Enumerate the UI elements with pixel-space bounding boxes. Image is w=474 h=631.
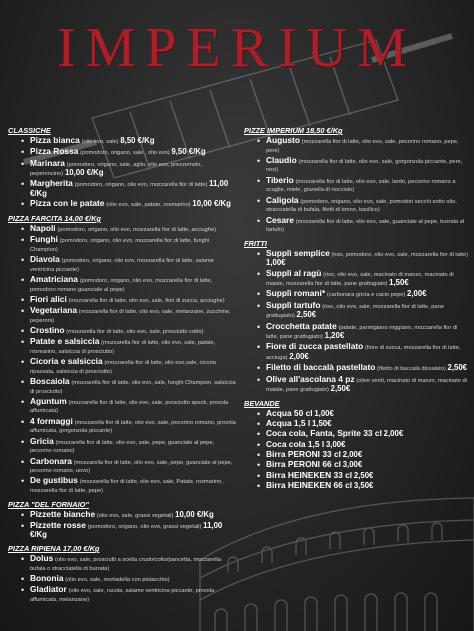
menu-item-tiberio: • Tiberio (mozzarella fior di latte, olio evo, sale, lardo, pecorino romano a scaglie, miele, granella di nocciole)	[244, 177, 470, 195]
menu-item-acqua-15: • Acqua 1,5 l 1,50€	[244, 420, 470, 429]
menu-item-marinara: • Marinara (pomodoro, origano, sale, aglio, olio evo, prezzemolo, peperoncino) 10,00 €/Kg	[8, 160, 236, 179]
menu-item-pizza-rossa: • Pizza Rossa (pomodoro, origano, sale , olio evo) 9,50 €/Kg	[8, 148, 236, 158]
menu-item-boscaiola: • Boscaiola (mozzarella fior di latte, olio evo, sale, funghi Champion, salsiccia di prosciutto)	[8, 378, 236, 396]
menu-item-aguntum: • Aguntum (mozzarella fior di latte, olio evo, sale, prosciutto speck, provola affumicata)	[8, 398, 236, 416]
menu-item-pizzette-rosse: • Pizzette rosse (pomodoro, origano, olio evo, grassi vegetali) 11,00 €/Kg	[8, 522, 236, 540]
classiche-list	[8, 137, 236, 210]
left-column	[8, 126, 236, 606]
menu-item-dolus: • Dolus (olio evo, sale, prosciutti a scelta crudo/cotto/pancetta, mozzarella bufala o stracciatella di burrata)	[8, 555, 236, 573]
menu-item-suppli-semplice: • Supplì semplice (riso, pomodoro, olio evo, sale, mozzarella fior di latte) 1,00€	[244, 250, 470, 268]
menu-item-filetto-baccala: • Filetto di baccalà pastellato (filetto di baccalà dissalato) 2,50€	[244, 364, 470, 374]
section-title-classiche: CLASSICHE	[8, 126, 51, 135]
section-title-fornaio: PIZZA "DEL FORNAIO"	[8, 499, 89, 509]
section-title-farcita: PIZZA FARCITA 14,00 €/Kg	[8, 213, 101, 223]
imperium-list	[244, 137, 470, 235]
ripiena-list	[8, 555, 236, 604]
menu-item-crostino: • Crostino (mozzarella fior di latte, olio evo, sale, prosciutto cotto)	[8, 327, 236, 337]
fritti-list	[244, 247, 470, 395]
menu-item-peroni-33: • Birra PERONI 33 cl 2,00€	[244, 451, 470, 460]
menu-item-napoli: • Napoli (pomodoro, origano, olio evo, mozzarella fior di latte, acciughe)	[8, 225, 236, 235]
menu-item-acqua-50: • Acqua 50 cl 1,00€	[244, 410, 470, 419]
menu-item-amatriciana: • Amatriciana (pomodoro, origano, olio evo, mozzarella fior di latte, pomodoro romano guanciale al pepe)	[8, 276, 236, 294]
menu-item-margherita: • Margherita (pomodoro, origano, olio evo, mozzarella fior di latte) 11,00 €/Kg	[8, 180, 236, 198]
menu-item-de-gustibus: • De gustibus (mozzarella fior di latte, olio evo, sale, Patate, rosmarino, mozzarella fior di latte, pepe)	[8, 477, 236, 495]
menu-item-diavola: • Diavola (pomodoro, origano, olio evo, mozzarella fior di latte, salame ventricina piccante)	[8, 256, 236, 274]
bevande-list	[244, 407, 470, 491]
farcita-list	[8, 222, 236, 496]
menu-item-fiore-di-zucca: • Fiore di zucca pastellato (fiore di zucca, mozzarella fior di latte, acciuga) 2,00€	[244, 343, 470, 362]
menu-item-funghi: • Funghi (pomodoro, origano, olio evo, mozzarella fior di latte, funghi Champion)	[8, 236, 236, 254]
menu-item-patate-salsiccia: • Patate e salsiccia (mozzarella fior di latte, olio evo, sale, patate, rosmarino, salsiccia di prosciutto)	[8, 338, 236, 356]
menu-item-gricia: • Gricia (mozzarella fior di latte, olio evo, sale, pepe, guanciale al pepe, pecorino romano)	[8, 438, 236, 456]
menu-item-claudio: • Claudio (mozzarella fior di latte, olio evo, sale, gorgonzola piccante, pere, noci)	[244, 157, 470, 175]
fornaio-list	[8, 508, 236, 540]
section-title-bevande: BEVANDE	[244, 398, 280, 408]
menu-item-coca-fanta-sprite: • Coca cola, Fanta, Sprite 33 cl 2,00€	[244, 430, 470, 439]
menu-item-coca-cola-15: • Coca cola 1,5 l 3,00€	[244, 441, 470, 450]
menu-item-olive-ascolana: • Olive all'ascolana 4 pz (olive verdi, macinato di manzo, macinato di maiale, pane grattugiato) 2,50€	[244, 376, 470, 395]
menu-item-suppli-tartufo: • Supplì tartufo (riso, olio evo, sale, mozzarella fior di latte, pane grattugiato) 2,50€	[244, 302, 470, 321]
menu-item-gladiator: • Gladiator (olio evo, sale, rucola, salame ventricina piccante, provola affumicata, melanzane)	[8, 586, 236, 604]
section-title-ripiena: PIZZA RIPIENA 17,00 €/Kg	[8, 544, 100, 554]
menu-item-bononia: • Bononia (olio evo, sale, mortadella con pistacchio)	[8, 575, 236, 585]
menu-item-vegetariana: • Vegetariana (mozzarella fior di latte, olio evo, sale, melanzane, zucchine, peperoni)	[8, 307, 236, 325]
menu-item-pizza-patate: • Pizza con le patate (olio evo, sale, patate, rosmarino) 10,00 €/Kg	[8, 200, 236, 210]
restaurant-title: IMPERIUM	[56, 17, 418, 79]
menu-item-peroni-66: • Birra PERONI 66 cl 3,00€	[244, 461, 470, 470]
menu-item-suppli-ragu: • Supplì al ragù (riso, olio evo, sale, macinato di manzo, macinato di maiale, mozzarella fior di latte, pane grattugiato) 1,50€	[244, 270, 470, 289]
menu-item-crocchetta-patate: • Crocchetta patate (patate, parmigiano reggiano, mozzarella fior di latte, pane grattugiato) 1,20€	[244, 323, 470, 342]
menu-item-augusto: • Augusto (mozzarella fior di latte, olio evo, sale, pecorino romano, pepe, pere)	[244, 137, 470, 155]
section-title-fritti: FRITTI	[244, 238, 267, 248]
menu-item-caligola: • Caligola (pomodoro, origano, olio evo, sale, pomodori secchi sotto olio, stracciatella di bufala, filetti di tonno, basilico)	[244, 197, 470, 215]
right-column	[244, 126, 470, 492]
menu-item-fiori-alici: • Fiori alici (mozzarella fior di latte, olio evo, sale, fiori di zucca, acciughe)	[8, 296, 236, 306]
menu-item-carbonara: • Carbonara (mozzarella fior di latte, olio evo, sale, pepe, guanciale al pepe, pecorino romano, uovo)	[8, 458, 236, 476]
menu-item-heineken-33: • Birra HEINEKEN 33 cl 2,50€	[244, 472, 470, 481]
menu-item-heineken-66: • Birra HEINEKEN 66 cl 3,50€	[244, 482, 470, 491]
colosseum-icon	[200, 498, 474, 631]
menu-item-4-formaggi: • 4 formaggi (mozzarella fior di latte, olio evo, sale, pecorino romano, provola affumicata, gorgonzola piccante)	[8, 418, 236, 436]
menu-item-pizza-bianca: • Pizza bianca (olio evo, sale) 8,50 €/Kg	[8, 137, 236, 147]
menu-item-suppli-romani: • Supplì romani* (carbonara gricia e cacio pepe) 2,00€	[244, 290, 470, 300]
menu-item-pizzette-bianche: • Pizzette bianche (olio evo, sale, grassi vegetali) 10,00 €/Kg	[8, 511, 236, 521]
menu-item-cesare: • Cesare (mozzarella fior di latte, olio evo, sale, guanciale al pepe, burrata al tartufo)	[244, 217, 470, 235]
section-title-imperium: PIZZE IMPERIUM 18,50 €/Kg	[244, 126, 343, 135]
menu-item-cicoria-salsiccia: • Cicoria e salsiccia (mozzarella fior di latte, olio evo,sale, cicoria ripassata, salsiccia di prosciutto)	[8, 358, 236, 376]
